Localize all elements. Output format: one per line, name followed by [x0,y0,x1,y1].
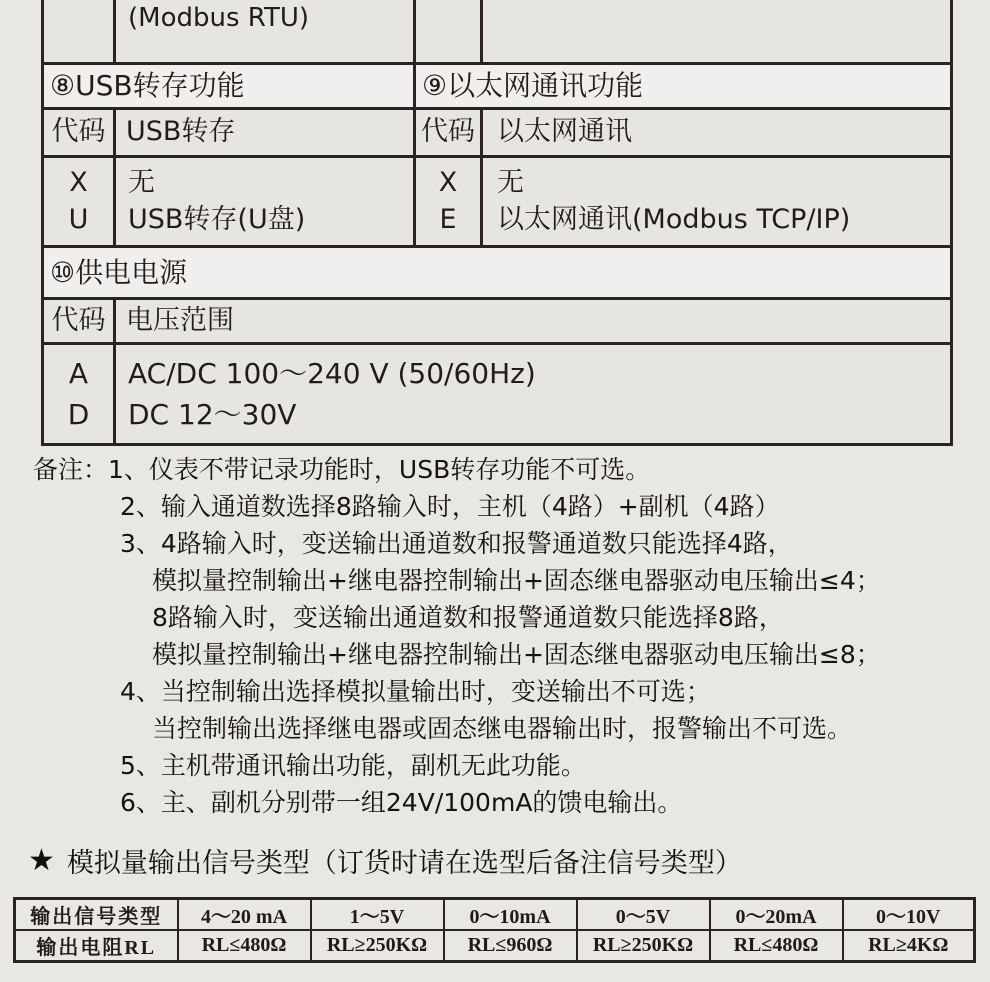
power-code-d: D [67,397,90,431]
power-code-header-text: 代码 [51,304,106,336]
remark-line-7 [0,673,990,710]
resistance-3: RL≤960Ω [444,930,577,962]
remark-text-6: 模拟量控制输出+继电器控制输出+固态继电器驱动电压输出≤8； [152,640,881,669]
remark-text-9: 5、主机带通讯输出功能，副机无此功能。 [120,751,586,780]
comm-table-code-cell-partial [41,0,116,65]
ethernet-code-values [413,155,483,248]
ethernet-code-header [413,107,483,158]
remark-text-2: 2、输入通道数选择8路输入时，主机（4路）+副机（4路） [120,492,780,521]
signal-type-label: 输出信号类型 [15,899,178,931]
usb-table-title [41,62,416,110]
resistance-1: RL≤480Ω [178,930,311,962]
remark-line-1 [0,451,990,488]
signal-0-5v: 0～5V [577,899,710,931]
ethernet-code-header-text: 代码 [421,116,475,148]
ethernet-table-title [413,62,953,110]
remark-line-8 [0,710,990,747]
remark-text-4: 模拟量控制输出+继电器控制输出+固态继电器驱动电压输出≤4； [152,566,881,595]
analog-output-note-text: 模拟量输出信号类型（订货时请在选型后备注信号类型） [66,848,742,879]
output-resistance-row [15,930,975,962]
usb-desc-header-text: USB转存 [126,116,236,148]
ethernet-desc-values [480,155,953,248]
ethernet-table-title-text: ⑨以太网通讯功能 [422,69,644,103]
usb-desc-udisk: USB转存(U盘) [128,203,306,235]
remark-text-5: 8路输入时，变送输出通道数和报警通道数只能选择8路， [152,603,784,632]
ethernet-desc-none: 无 [497,166,524,198]
signal-4-20ma: 4～20 mA [178,899,311,931]
ethernet-desc-header [480,107,953,158]
usb-code-header-text: 代码 [51,116,106,148]
resistance-6: RL≥4KΩ [843,930,975,962]
output-signal-table [13,897,976,963]
resistance-2: RL≥250KΩ [311,930,444,962]
usb-desc-values [113,155,416,248]
usb-code-values [41,155,116,248]
remark-line-5 [0,599,990,636]
power-code-header [41,297,116,345]
remark-line-2 [0,488,990,525]
usb-code-x: X [69,166,88,198]
signal-1-5v: 1～5V [311,899,444,931]
usb-code-header [41,107,116,158]
remark-line-10 [0,784,990,821]
resistance-4: RL≥250KΩ [577,930,710,962]
power-desc-ac: AC/DC 100～240 V (50/60Hz) [128,356,536,390]
analog-output-note [28,841,742,880]
power-table-title-text: ⑩供电电源 [50,255,188,289]
resistance-5: RL≤480Ω [710,930,843,962]
remark-text-7: 4、当控制输出选择模拟量输出时，变送输出不可选； [120,677,711,706]
power-desc-dc: DC 12～30V [128,397,297,431]
remark-text-3: 3、4路输入时，变送输出通道数和报警通道数只能选择4路， [120,529,793,558]
signal-0-20ma: 0～20mA [710,899,843,931]
power-table-title [41,245,953,300]
remark-text-8: 当控制输出选择继电器或固态继电器输出时，报警输出不可选。 [152,714,853,743]
remark-line-4 [0,562,990,599]
power-desc-header [113,297,953,345]
signal-0-10ma: 0～10mA [444,899,577,931]
remark-text-10: 6、主、副机分别带一组24V/100mA的馈电输出。 [120,788,683,817]
usb-code-u: U [68,203,89,235]
ethernet-desc-header-text: 以太网通讯 [497,116,632,148]
remark-text-1: 1、仪表不带记录功能时，USB转存功能不可选。 [108,455,651,484]
power-desc-header-text: 电压范围 [126,304,234,336]
remark-line-6 [0,636,990,673]
usb-table-title-text: ⑧USB转存功能 [50,69,245,103]
right-table-code-cell-partial [413,0,483,65]
ethernet-code-x: X [438,166,458,198]
signal-0-10v: 0～10V [843,899,975,931]
usb-desc-none: 无 [128,166,155,198]
star-icon: ★ [28,843,55,878]
comm-table-desc-cell-partial [113,0,416,65]
remark-line-9 [0,747,990,784]
output-signal-header-row [15,899,975,931]
modbus-rtu-text: (Modbus RTU) [128,3,310,33]
usb-desc-header [113,107,416,158]
power-code-values [41,342,116,446]
power-desc-values [113,342,953,446]
right-table-desc-cell-partial [480,0,953,65]
remarks-section [0,451,990,821]
remarks-label: 备注： [33,455,109,484]
remark-line-3 [0,525,990,562]
ethernet-desc-tcpip: 以太网通讯(Modbus TCP/IP) [497,203,851,235]
resistance-label: 输出电阻RL [15,930,178,962]
power-code-a: A [68,356,89,390]
ethernet-code-e: E [439,203,457,235]
